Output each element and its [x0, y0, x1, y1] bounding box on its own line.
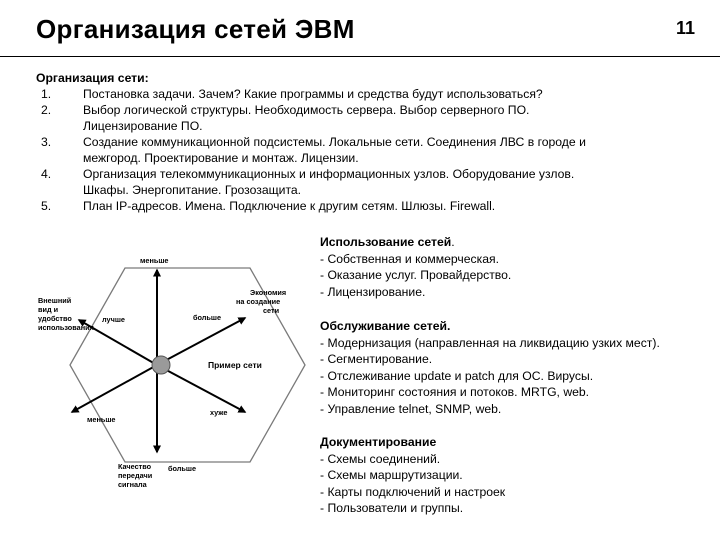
org-item-5	[36, 198, 716, 214]
network-tradeoff-diagram	[0, 240, 310, 540]
usage-title-text: Использование сетей	[320, 235, 452, 249]
axis-up-right-arrow	[157, 318, 245, 365]
usage-item: - Собственная и коммерческая.	[320, 251, 499, 266]
efficiency-label: Экономия	[250, 288, 287, 297]
org-item-4	[36, 166, 716, 198]
org-item-number: 2.	[41, 103, 52, 117]
docs-item: - Карты подключений и настроек	[320, 484, 506, 499]
quality-label: сигнала	[118, 480, 147, 489]
ease-label: вид и	[38, 305, 59, 314]
ease-label: использования	[38, 323, 94, 332]
org-item-text: Выбор логической структуры. Необходимость сервера. Выбор серверного ПО.	[83, 103, 530, 117]
usage-item: - Оказание услуг. Провайдерство.	[320, 268, 512, 282]
page-number: 11	[676, 18, 696, 38]
org-item-text: Лицензирование ПО.	[83, 119, 203, 133]
service-item: - Управление telnet, SNMP, web.	[320, 401, 502, 416]
ease-label: Внешний	[38, 296, 72, 305]
service-section	[320, 318, 660, 417]
org-item-number: 4.	[41, 167, 52, 181]
quality-label: передачи	[118, 471, 153, 480]
efficiency-label: сети	[263, 306, 280, 315]
org-item-text: Организация телекоммуникационных и информационных узлов. Оборудование узлов.	[83, 167, 575, 181]
service-item: - Отслеживание update и patch для ОС. Вирусы.	[320, 368, 594, 383]
org-item-number: 3.	[41, 135, 52, 149]
org-item-text: Создание коммуникационной подсистемы. Локальные сети. Соединения ЛВС в городе и	[83, 135, 586, 149]
org-item-text: План IP-адресов. Имена. Подключение к другим сетям. Шлюзы. Firewall.	[83, 199, 496, 213]
org-item-number: 5.	[41, 199, 52, 213]
less-label: меньше	[87, 415, 116, 424]
service-title: Обслуживание сетей.	[320, 319, 451, 333]
org-item-text: межгород. Проектирование и монтаж. Лицензии.	[83, 151, 359, 165]
usage-title-suffix: .	[451, 235, 455, 249]
more-label-bottom: больше	[168, 464, 197, 473]
docs-item: - Схемы маршрутизации.	[320, 468, 463, 482]
org-item-3	[36, 134, 716, 166]
usage-section	[320, 234, 511, 300]
docs-item: - Пользователи и группы.	[320, 501, 464, 515]
service-item: - Модернизация (направленная на ликвидацию узких мест).	[320, 335, 660, 350]
top-label: меньше	[140, 256, 169, 265]
quality-label: Качество	[118, 462, 152, 471]
center-label: Пример сети	[208, 360, 262, 370]
more-label: больше	[193, 313, 222, 322]
org-item-2	[36, 102, 716, 134]
service-item: - Мониторинг состояния и потоков. MRTG, web.	[320, 385, 590, 399]
efficiency-label: на создание	[236, 297, 281, 306]
worse-label: хуже	[210, 408, 228, 417]
better-label: лучше	[102, 315, 125, 324]
docs-title: Документирование	[320, 435, 437, 449]
organization-block	[36, 70, 716, 214]
usage-item: - Лицензирование.	[320, 284, 426, 299]
docs-item: - Схемы соединений.	[320, 451, 441, 466]
ease-label: удобство	[38, 314, 72, 323]
service-item: - Сегментирование.	[320, 352, 433, 366]
org-item-text: Постановка задачи. Зачем? Какие программы и средства будут использоваться?	[83, 87, 543, 101]
axis-down-left-arrow	[72, 365, 157, 412]
organization-heading: Организация сети:	[36, 71, 149, 85]
usage-title	[320, 234, 511, 251]
center-node	[152, 356, 170, 374]
org-item-1	[36, 86, 716, 102]
slide-title: Организация сетей ЭВМ	[36, 14, 355, 44]
axis-down-right-arrow	[157, 365, 245, 412]
org-item-text: Шкафы. Энергопитание. Грозозащита.	[83, 183, 302, 197]
org-item-number: 1.	[41, 87, 52, 101]
docs-section	[320, 434, 505, 517]
title-divider	[0, 56, 720, 57]
